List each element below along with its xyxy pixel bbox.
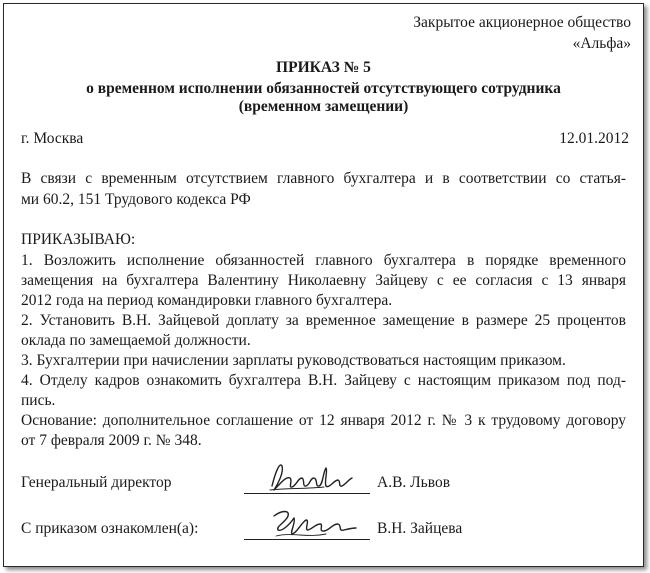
preamble-line-2: ми 60.2, 151 Трудового кодекса РФ	[21, 191, 251, 208]
order-word: ПРИКАЗЫВАЮ:	[21, 231, 136, 248]
item-1-line-1: 1. Возложить исполнение обязанностей главного бухгалтера в порядке временного	[21, 252, 626, 269]
employee-signature	[266, 502, 362, 544]
acquainted-label: С приказом ознакомлен(а):	[21, 520, 199, 537]
preamble-line-1: В связи с временным отсутствием главного бухгалтера и в соответствии со статья-	[21, 170, 626, 187]
director-signature	[266, 456, 356, 498]
org-line-2: «Альфа»	[572, 35, 631, 52]
org-line-1: Закрытое акционерное общество	[413, 14, 631, 31]
item-1-line-2: замещения на бухгалтера Валентину Николаевну Зайцеву с ее согласия с 13 января	[21, 272, 626, 289]
order-title: ПРИКАЗ № 5	[276, 59, 371, 76]
item-2-line-1: 2. Установить В.Н. Зайцевой доплату за временное замещение в размере 25 процентов	[21, 312, 626, 329]
basis-line-1: Основание: дополнительное соглашение от 12 января 2012 г. № 3 к трудовому договору	[21, 412, 626, 429]
order-subtitle-2: (временном замещении)	[238, 98, 409, 115]
document-page	[3, 3, 644, 567]
item-4-line-1: 4. Отделу кадров ознакомить бухгалтера В.Н. Зайцеву с настоящим приказом под под-	[21, 372, 626, 389]
director-title: Генеральный директор	[21, 474, 172, 491]
acquainted-name: В.Н. Зайцева	[377, 520, 463, 537]
director-name: А.В. Львов	[377, 474, 451, 491]
city: г. Москва	[21, 130, 84, 147]
item-1-line-3: 2012 года на период командировки главного бухгалтера.	[21, 292, 393, 309]
order-date: 12.01.2012	[559, 130, 629, 147]
basis-line-2: от 7 февраля 2009 г. № 348.	[21, 432, 202, 449]
item-3-line-1: 3. Бухгалтерии при начислении зарплаты руководствоваться настоящим приказом.	[21, 352, 566, 369]
item-2-line-2: оклада по замещаемой должности.	[21, 332, 251, 349]
item-4-line-2: пись.	[21, 392, 56, 409]
order-subtitle-1: о временном исполнении обязанностей отсутствующего сотрудника	[86, 80, 561, 97]
